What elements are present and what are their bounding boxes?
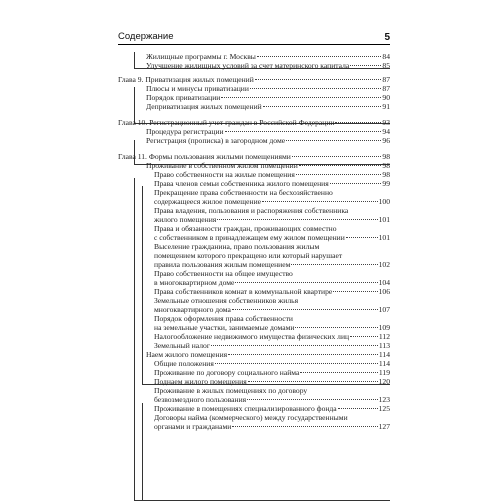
toc-entry-text: Деприватизация жилых помещений [146, 102, 262, 111]
toc-page-number: 114 [378, 350, 390, 359]
toc-entry-text: Жилищные программы г. Москвы [146, 52, 256, 61]
dot-leader [232, 426, 377, 427]
subsection-bracket [142, 186, 143, 384]
section-bracket [134, 52, 135, 68]
dot-leader [286, 140, 381, 141]
toc-entry-text: Выселение гражданина, право пользования жилым [154, 242, 320, 251]
toc-entry [154, 287, 390, 296]
toc-entry-text: содержащееся жилое помещение [154, 197, 262, 206]
toc-entry-text: органами и гражданами [154, 422, 232, 431]
toc-page-number: 87 [382, 84, 390, 93]
header-title: Содержание [118, 31, 174, 42]
toc-page-number: 100 [378, 197, 390, 206]
toc-entry-text: Глава 11. Формы пользования жилыми помещениями [118, 152, 291, 161]
toc-entry-text: Глава 9. Приватизация жилых помещений [118, 75, 254, 84]
dot-leader [225, 131, 382, 132]
dot-leader [211, 345, 378, 346]
toc-entry-text: многоквартирного дома [154, 305, 231, 314]
toc-page-number: 106 [378, 287, 390, 296]
subsection-bracket [142, 403, 143, 500]
toc-entry-text: Улучшение жилищных условий за счет материнского капитала [146, 61, 350, 70]
dot-leader [292, 156, 382, 157]
toc-entry-text: Права членов семьи собственника жилого помещения [154, 179, 329, 188]
dot-leader [335, 122, 381, 123]
toc-page-number: 91 [382, 102, 390, 111]
toc-entry-text: Земельные отношения собственников жилья [154, 296, 299, 305]
dot-leader [299, 165, 382, 166]
dot-leader [330, 183, 382, 184]
toc-entry-text: Глава 10. Регистрационный учет граждан в Российской Федерации [118, 118, 335, 127]
toc-page-number: 109 [378, 323, 390, 332]
header-page-number: 5 [384, 32, 390, 43]
toc-entry-text: Наем жилого помещения [146, 350, 228, 359]
toc-entry-text: Земельный налог [154, 341, 210, 350]
toc-entry [146, 161, 390, 170]
toc-page-number: 96 [382, 136, 390, 145]
toc-entry [154, 170, 390, 179]
dot-leader [257, 56, 382, 57]
dot-leader [333, 291, 377, 292]
toc-page-number: 101 [378, 233, 390, 242]
toc-page-number: 112 [378, 332, 390, 341]
toc-entry [154, 314, 390, 332]
toc-entry [154, 332, 390, 341]
toc-entry [118, 75, 390, 84]
toc-entry-text: Проживание по договору социального найма [154, 368, 300, 377]
toc-entry [154, 269, 390, 287]
toc-entry-text: Плюсы и минусы приватизации [146, 84, 249, 93]
toc-entry [154, 404, 390, 413]
toc-entry [154, 242, 390, 269]
toc-entry-text: Договоры найма (коммерческого) между государственными [154, 413, 348, 422]
toc-entry-text: Прекращение права собственности на бесхозяйственно [154, 188, 333, 197]
dot-leader [295, 327, 377, 328]
toc-entry [154, 206, 390, 224]
toc-entry-text: Права владения, пользования и распоряжения собственника [154, 206, 349, 215]
toc-page-number: 107 [378, 305, 390, 314]
toc-page-number: 98 [382, 152, 390, 161]
toc-entry [154, 377, 390, 386]
toc-entry-text: Права собственников комнат в коммунальной квартире [154, 287, 333, 296]
toc-entry-text: Проживание в жилых помещениях по договору [154, 386, 308, 395]
section-bracket [134, 178, 135, 500]
toc-entry-text: на земельные участки, занимаемые домами [154, 323, 295, 332]
toc-entry [146, 84, 390, 93]
dot-leader [228, 354, 378, 355]
toc-entry [154, 386, 390, 404]
toc-page-number: 101 [378, 215, 390, 224]
toc-page-number: 84 [382, 52, 390, 61]
toc-page-number: 98 [382, 161, 390, 170]
toc-entry [146, 136, 390, 145]
toc-entry-text: Поднаем жилого помещения [154, 377, 247, 386]
toc-page-number: 102 [378, 260, 390, 269]
dot-leader [247, 399, 377, 400]
toc-entry-text: Налогообложение недвижимого имущества физических лиц [154, 332, 350, 341]
toc-entry-text: Процедура регистрации [146, 127, 224, 136]
toc-entry [146, 127, 390, 136]
toc-entry-text: Общие положения [154, 359, 214, 368]
toc-page-number: 87 [382, 75, 390, 84]
toc-page-number: 104 [378, 278, 390, 287]
dot-leader [232, 309, 378, 310]
dot-leader [221, 97, 381, 98]
toc-entry-text: жилого помещения [154, 215, 217, 224]
toc-entry-text: помещением которого прекращено или который нарушает [154, 251, 343, 260]
toc-page-number: 127 [378, 422, 390, 431]
toc-entry-text: Права и обязанности граждан, проживающих совместно [154, 224, 337, 233]
toc-entry-text: Проживание в помещениях специализированного фонда [154, 404, 337, 413]
toc-entry [154, 224, 390, 242]
toc-page-number: 114 [378, 359, 390, 368]
toc-entry [154, 188, 390, 206]
dot-leader [296, 174, 382, 175]
toc-entry-text: Порядок оформления права собственности [154, 314, 293, 323]
toc-entry-text: безвозмездного пользования [154, 395, 247, 404]
toc-entry-text: Право собственности на жилые помещения [154, 170, 295, 179]
toc-entry [146, 350, 390, 359]
toc-entry [154, 341, 390, 350]
dot-leader [350, 336, 378, 337]
toc-entry [154, 368, 390, 377]
dot-leader [291, 264, 377, 265]
dot-leader [255, 79, 382, 80]
toc-page-number: 94 [382, 127, 390, 136]
toc-entry-text: Регистрация (прописка) в загородном доме [146, 136, 286, 145]
dot-leader [263, 106, 382, 107]
toc-page-number: 119 [378, 368, 390, 377]
toc-page-number: 113 [378, 341, 390, 350]
dot-leader [215, 363, 378, 364]
toc-entry-text: в многоквартирном доме [154, 278, 235, 287]
dot-leader [235, 282, 377, 283]
toc-entry [154, 359, 390, 368]
toc-page-number: 125 [378, 404, 390, 413]
dot-leader [300, 372, 377, 373]
toc-entry-text: правила пользования жилым помещением [154, 260, 291, 269]
toc-entry [154, 179, 390, 188]
dot-leader [217, 219, 377, 220]
toc-entry [118, 118, 390, 127]
toc-entry [146, 93, 390, 102]
toc-entry-text: Порядок приватизации [146, 93, 221, 102]
toc-page-number: 85 [382, 61, 390, 70]
dot-leader [338, 408, 378, 409]
toc-page-number: 90 [382, 93, 390, 102]
dot-leader [350, 65, 381, 66]
toc-entry [118, 152, 390, 161]
toc-entry-text: с собственником в принадлежащем ему жилом помещении [154, 233, 345, 242]
toc-entry [154, 296, 390, 314]
dot-leader [250, 88, 381, 89]
toc-entry-text: Право собственности на общее имущество [154, 269, 293, 278]
toc-entry [146, 102, 390, 111]
dot-leader [262, 201, 378, 202]
dot-leader [248, 381, 378, 382]
toc-page-number: 98 [382, 170, 390, 179]
toc-entry [154, 413, 390, 431]
running-header [118, 30, 390, 45]
toc-entry-text: Проживание в собственном жилом помещении [146, 161, 298, 170]
toc-page-number: 99 [382, 179, 390, 188]
dot-leader [346, 237, 378, 238]
toc-page-number: 93 [382, 118, 390, 127]
toc-page-number: 120 [378, 377, 390, 386]
toc-entry [146, 52, 390, 61]
toc-page-number: 123 [378, 395, 390, 404]
toc-entry [146, 61, 390, 70]
